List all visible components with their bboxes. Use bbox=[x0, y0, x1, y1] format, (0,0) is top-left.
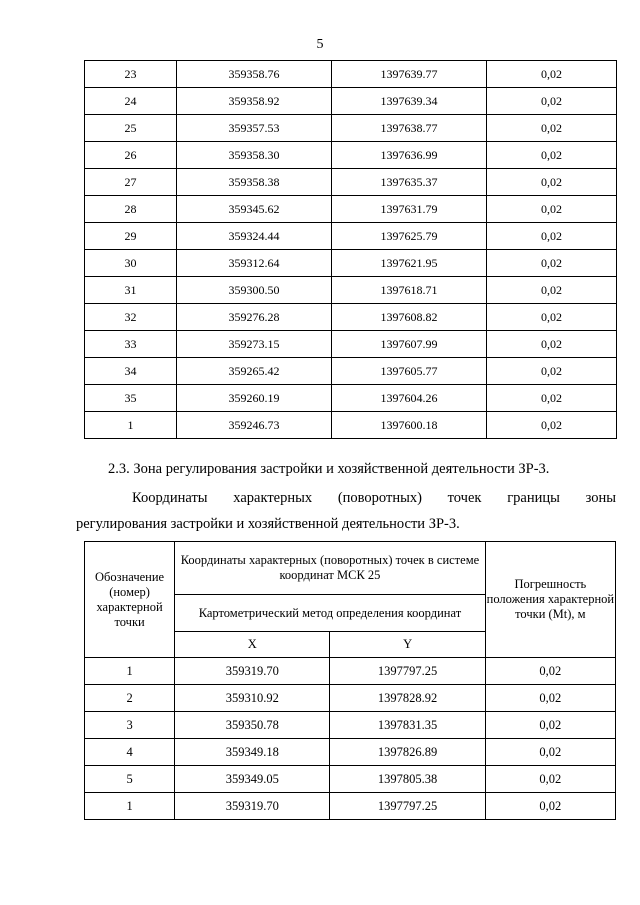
zr3-coordinates-table bbox=[84, 541, 616, 820]
table-row bbox=[85, 712, 616, 739]
cell-x: 359357.53 bbox=[177, 115, 332, 142]
header-method: Картометрический метод определения координат bbox=[175, 595, 486, 632]
cell-point: 25 bbox=[85, 115, 177, 142]
cell-accuracy: 0,02 bbox=[487, 250, 617, 277]
cell-y: 1397639.77 bbox=[332, 61, 487, 88]
cell-point: 32 bbox=[85, 304, 177, 331]
table-row bbox=[85, 766, 616, 793]
cell-point: 1 bbox=[85, 793, 175, 820]
table-row bbox=[85, 658, 616, 685]
cell-point: 28 bbox=[85, 196, 177, 223]
cell-accuracy: 0,02 bbox=[485, 685, 615, 712]
table-row bbox=[85, 61, 617, 88]
cell-x: 359273.15 bbox=[177, 331, 332, 358]
cell-x: 359265.42 bbox=[177, 358, 332, 385]
cell-x: 359358.38 bbox=[177, 169, 332, 196]
cell-accuracy: 0,02 bbox=[485, 712, 615, 739]
cell-accuracy: 0,02 bbox=[487, 88, 617, 115]
cell-x: 359345.62 bbox=[177, 196, 332, 223]
cell-x: 359312.64 bbox=[177, 250, 332, 277]
cell-x: 359246.73 bbox=[177, 412, 332, 439]
cell-point: 4 bbox=[85, 739, 175, 766]
cell-y: 1397828.92 bbox=[330, 685, 485, 712]
cell-y: 1397831.35 bbox=[330, 712, 485, 739]
cell-y: 1397608.82 bbox=[332, 304, 487, 331]
cell-y: 1397638.77 bbox=[332, 115, 487, 142]
cell-point: 2 bbox=[85, 685, 175, 712]
cell-x: 359310.92 bbox=[175, 685, 330, 712]
table-row bbox=[85, 196, 617, 223]
cell-point: 34 bbox=[85, 358, 177, 385]
cell-accuracy: 0,02 bbox=[487, 412, 617, 439]
cell-x: 359358.92 bbox=[177, 88, 332, 115]
table-row bbox=[85, 385, 617, 412]
cell-x: 359276.28 bbox=[177, 304, 332, 331]
cell-accuracy: 0,02 bbox=[485, 739, 615, 766]
cell-accuracy: 0,02 bbox=[487, 223, 617, 250]
cell-x: 359319.70 bbox=[175, 658, 330, 685]
cell-y: 1397635.37 bbox=[332, 169, 487, 196]
cell-accuracy: 0,02 bbox=[487, 277, 617, 304]
table-row bbox=[85, 169, 617, 196]
cell-accuracy: 0,02 bbox=[487, 142, 617, 169]
header-coordinates-title: Координаты характерных (поворотных) точек в системе координат МСК 25 bbox=[175, 542, 486, 595]
cell-y: 1397600.18 bbox=[332, 412, 487, 439]
cell-point: 1 bbox=[85, 658, 175, 685]
header-designation: Обозначение (номер) характерной точки bbox=[85, 542, 175, 658]
cell-point: 27 bbox=[85, 169, 177, 196]
cell-y: 1397797.25 bbox=[330, 793, 485, 820]
cell-y: 1397639.34 bbox=[332, 88, 487, 115]
cell-point: 3 bbox=[85, 712, 175, 739]
cell-point: 29 bbox=[85, 223, 177, 250]
cell-accuracy: 0,02 bbox=[485, 658, 615, 685]
cell-accuracy: 0,02 bbox=[487, 331, 617, 358]
cell-x: 359319.70 bbox=[175, 793, 330, 820]
coordinates-table-continued bbox=[84, 60, 617, 439]
table-row bbox=[85, 358, 617, 385]
cell-y: 1397605.77 bbox=[332, 358, 487, 385]
cell-accuracy: 0,02 bbox=[485, 766, 615, 793]
header-accuracy: Погрешность положения характерной точки (Mt), м bbox=[485, 542, 615, 658]
cell-y: 1397604.26 bbox=[332, 385, 487, 412]
cell-y: 1397826.89 bbox=[330, 739, 485, 766]
cell-x: 359358.30 bbox=[177, 142, 332, 169]
table-row bbox=[85, 88, 617, 115]
cell-y: 1397621.95 bbox=[332, 250, 487, 277]
section-heading: 2.3. Зона регулирования застройки и хозяйственной деятельности ЗР-3. bbox=[108, 461, 550, 477]
table-row bbox=[85, 739, 616, 766]
cell-point: 31 bbox=[85, 277, 177, 304]
table-row bbox=[85, 331, 617, 358]
cell-point: 26 bbox=[85, 142, 177, 169]
cell-y: 1397631.79 bbox=[332, 196, 487, 223]
cell-y: 1397618.71 bbox=[332, 277, 487, 304]
cell-y: 1397625.79 bbox=[332, 223, 487, 250]
cell-y: 1397636.99 bbox=[332, 142, 487, 169]
table-row bbox=[85, 793, 616, 820]
page-number: 5 bbox=[316, 37, 324, 52]
cell-accuracy: 0,02 bbox=[487, 304, 617, 331]
cell-point: 35 bbox=[85, 385, 177, 412]
cell-y: 1397797.25 bbox=[330, 658, 485, 685]
cell-accuracy: 0,02 bbox=[487, 61, 617, 88]
cell-x: 359300.50 bbox=[177, 277, 332, 304]
cell-accuracy: 0,02 bbox=[487, 358, 617, 385]
cell-x: 359350.78 bbox=[175, 712, 330, 739]
table-row bbox=[85, 115, 617, 142]
cell-y: 1397805.38 bbox=[330, 766, 485, 793]
cell-accuracy: 0,02 bbox=[487, 385, 617, 412]
table-row bbox=[85, 223, 617, 250]
cell-point: 5 bbox=[85, 766, 175, 793]
cell-point: 33 bbox=[85, 331, 177, 358]
cell-point: 24 bbox=[85, 88, 177, 115]
table-row bbox=[85, 304, 617, 331]
cell-point: 30 bbox=[85, 250, 177, 277]
section-description-line-1: Координаты характерных (поворотных) точек границы зоны bbox=[132, 490, 616, 506]
cell-accuracy: 0,02 bbox=[487, 115, 617, 142]
header-y: Y bbox=[330, 632, 485, 658]
cell-x: 359349.18 bbox=[175, 739, 330, 766]
cell-accuracy: 0,02 bbox=[485, 793, 615, 820]
cell-y: 1397607.99 bbox=[332, 331, 487, 358]
table-row bbox=[85, 685, 616, 712]
table-row bbox=[85, 277, 617, 304]
cell-x: 359260.19 bbox=[177, 385, 332, 412]
table-row bbox=[85, 142, 617, 169]
cell-point: 1 bbox=[85, 412, 177, 439]
cell-accuracy: 0,02 bbox=[487, 196, 617, 223]
header-x: X bbox=[175, 632, 330, 658]
table-row bbox=[85, 250, 617, 277]
table-row bbox=[85, 412, 617, 439]
cell-accuracy: 0,02 bbox=[487, 169, 617, 196]
cell-point: 23 bbox=[85, 61, 177, 88]
cell-x: 359324.44 bbox=[177, 223, 332, 250]
cell-x: 359358.76 bbox=[177, 61, 332, 88]
cell-x: 359349.05 bbox=[175, 766, 330, 793]
section-description-line-2: регулирования застройки и хозяйственной деятельности ЗР-3. bbox=[76, 516, 460, 532]
